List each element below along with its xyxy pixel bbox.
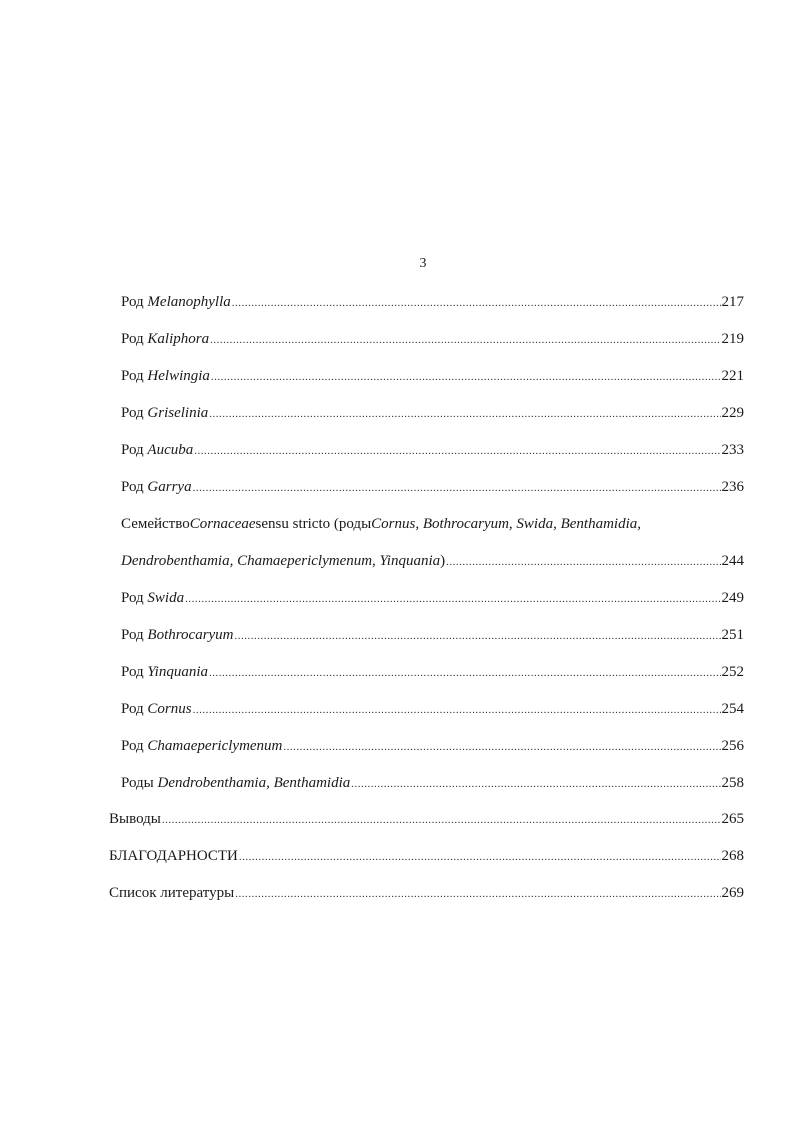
toc-entry-label: Род Bothrocaryum bbox=[121, 627, 234, 643]
toc-entry-cornaceae-line1[interactable] bbox=[121, 514, 744, 534]
toc-entry-melanophylla[interactable] bbox=[121, 292, 744, 313]
dot-leader bbox=[235, 626, 721, 646]
toc-entry-label: Dendrobenthamia, Chamaepericlymenum, Yinquania) bbox=[121, 553, 446, 569]
toc-entry-page: 233 bbox=[721, 442, 744, 458]
toc-entry-acknowledgements[interactable] bbox=[109, 846, 744, 867]
dot-leader bbox=[210, 330, 720, 350]
toc-entry-label: Род Kaliphora bbox=[121, 331, 210, 347]
toc-entry-cornus[interactable] bbox=[121, 699, 744, 720]
toc-entry-griselinia[interactable] bbox=[121, 403, 744, 424]
toc-entry-conclusions[interactable] bbox=[109, 809, 744, 830]
toc-entry-label: Род Griselinia bbox=[121, 405, 209, 421]
toc-entry-page: 219 bbox=[721, 331, 744, 347]
dot-leader bbox=[239, 847, 721, 867]
dot-leader bbox=[194, 441, 720, 461]
dot-leader bbox=[209, 404, 720, 424]
toc-entry-label: Семейство bbox=[121, 516, 190, 532]
dot-leader bbox=[232, 293, 721, 313]
dot-leader bbox=[185, 589, 720, 609]
toc-entry-page: 221 bbox=[721, 368, 744, 384]
toc-entry-dendrobenthamia[interactable] bbox=[121, 773, 744, 794]
toc-entry-page: 244 bbox=[721, 553, 744, 569]
toc-entry-page: 229 bbox=[721, 405, 744, 421]
dot-leader bbox=[283, 737, 720, 757]
toc-entry-page: 254 bbox=[721, 701, 744, 717]
toc-entry-page: 268 bbox=[721, 848, 744, 864]
toc-entry-yinquania[interactable] bbox=[121, 662, 744, 683]
toc-entry-page: 251 bbox=[721, 627, 744, 643]
toc-entry-page: 249 bbox=[721, 590, 744, 606]
toc-entry-page: 265 bbox=[721, 811, 744, 827]
toc-entry-page: 269 bbox=[721, 885, 744, 901]
toc-entry-label-italic: Cornaceae bbox=[189, 516, 256, 532]
toc-entry-label: Род Cornus bbox=[121, 701, 192, 717]
toc-entry-garrya[interactable] bbox=[121, 477, 744, 498]
toc-entry-label: Роды Dendrobenthamia, Benthamidia bbox=[121, 775, 351, 791]
toc-entry-page: 217 bbox=[721, 294, 744, 310]
toc-entry-label: Род Garrya bbox=[121, 479, 192, 495]
toc-entry-chamaepericlymenum[interactable] bbox=[121, 736, 744, 757]
toc-entry-cornaceae-line2[interactable] bbox=[121, 551, 744, 572]
toc-entry-label: Род Swida bbox=[121, 590, 185, 606]
toc-entry-page: 236 bbox=[721, 479, 744, 495]
toc-entry-label: Выводы bbox=[109, 811, 161, 827]
dot-leader bbox=[351, 774, 720, 794]
dot-leader bbox=[162, 810, 721, 830]
toc-entry-label: Род Aucuba bbox=[121, 442, 194, 458]
toc-entry-label: БЛАГОДАРНОСТИ bbox=[109, 848, 238, 864]
toc-entry-label-italic: Cornus, Bothrocaryum, Swida, Benthamidia, bbox=[371, 516, 642, 532]
dot-leader bbox=[211, 367, 721, 387]
toc-entry-label: sensu stricto (роды bbox=[255, 516, 372, 532]
page-number: 3 bbox=[419, 256, 427, 271]
toc-entry-page: 258 bbox=[721, 775, 744, 791]
toc-entry-aucuba[interactable] bbox=[121, 440, 744, 461]
toc-entry-label: Род Yinquania bbox=[121, 664, 208, 680]
toc-entry-label: Род Helwingia bbox=[121, 368, 210, 384]
toc-entry-label: Род Chamaepericlymenum bbox=[121, 738, 283, 754]
dot-leader bbox=[193, 700, 721, 720]
toc-entry-label: Список литературы bbox=[109, 885, 235, 901]
toc-entry-helwingia[interactable] bbox=[121, 366, 744, 387]
dot-leader bbox=[235, 884, 720, 904]
toc-entry-page: 252 bbox=[721, 664, 744, 680]
dot-leader bbox=[193, 478, 721, 498]
toc-entry-references[interactable] bbox=[109, 883, 744, 904]
toc-entry-page: 256 bbox=[721, 738, 744, 754]
dot-leader bbox=[446, 552, 720, 572]
toc-entry-kaliphora[interactable] bbox=[121, 329, 744, 350]
toc-entry-swida[interactable] bbox=[121, 588, 744, 609]
toc-entry-label: Род Melanophylla bbox=[121, 294, 231, 310]
toc-entry-bothrocaryum[interactable] bbox=[121, 625, 744, 646]
dot-leader bbox=[209, 663, 721, 683]
